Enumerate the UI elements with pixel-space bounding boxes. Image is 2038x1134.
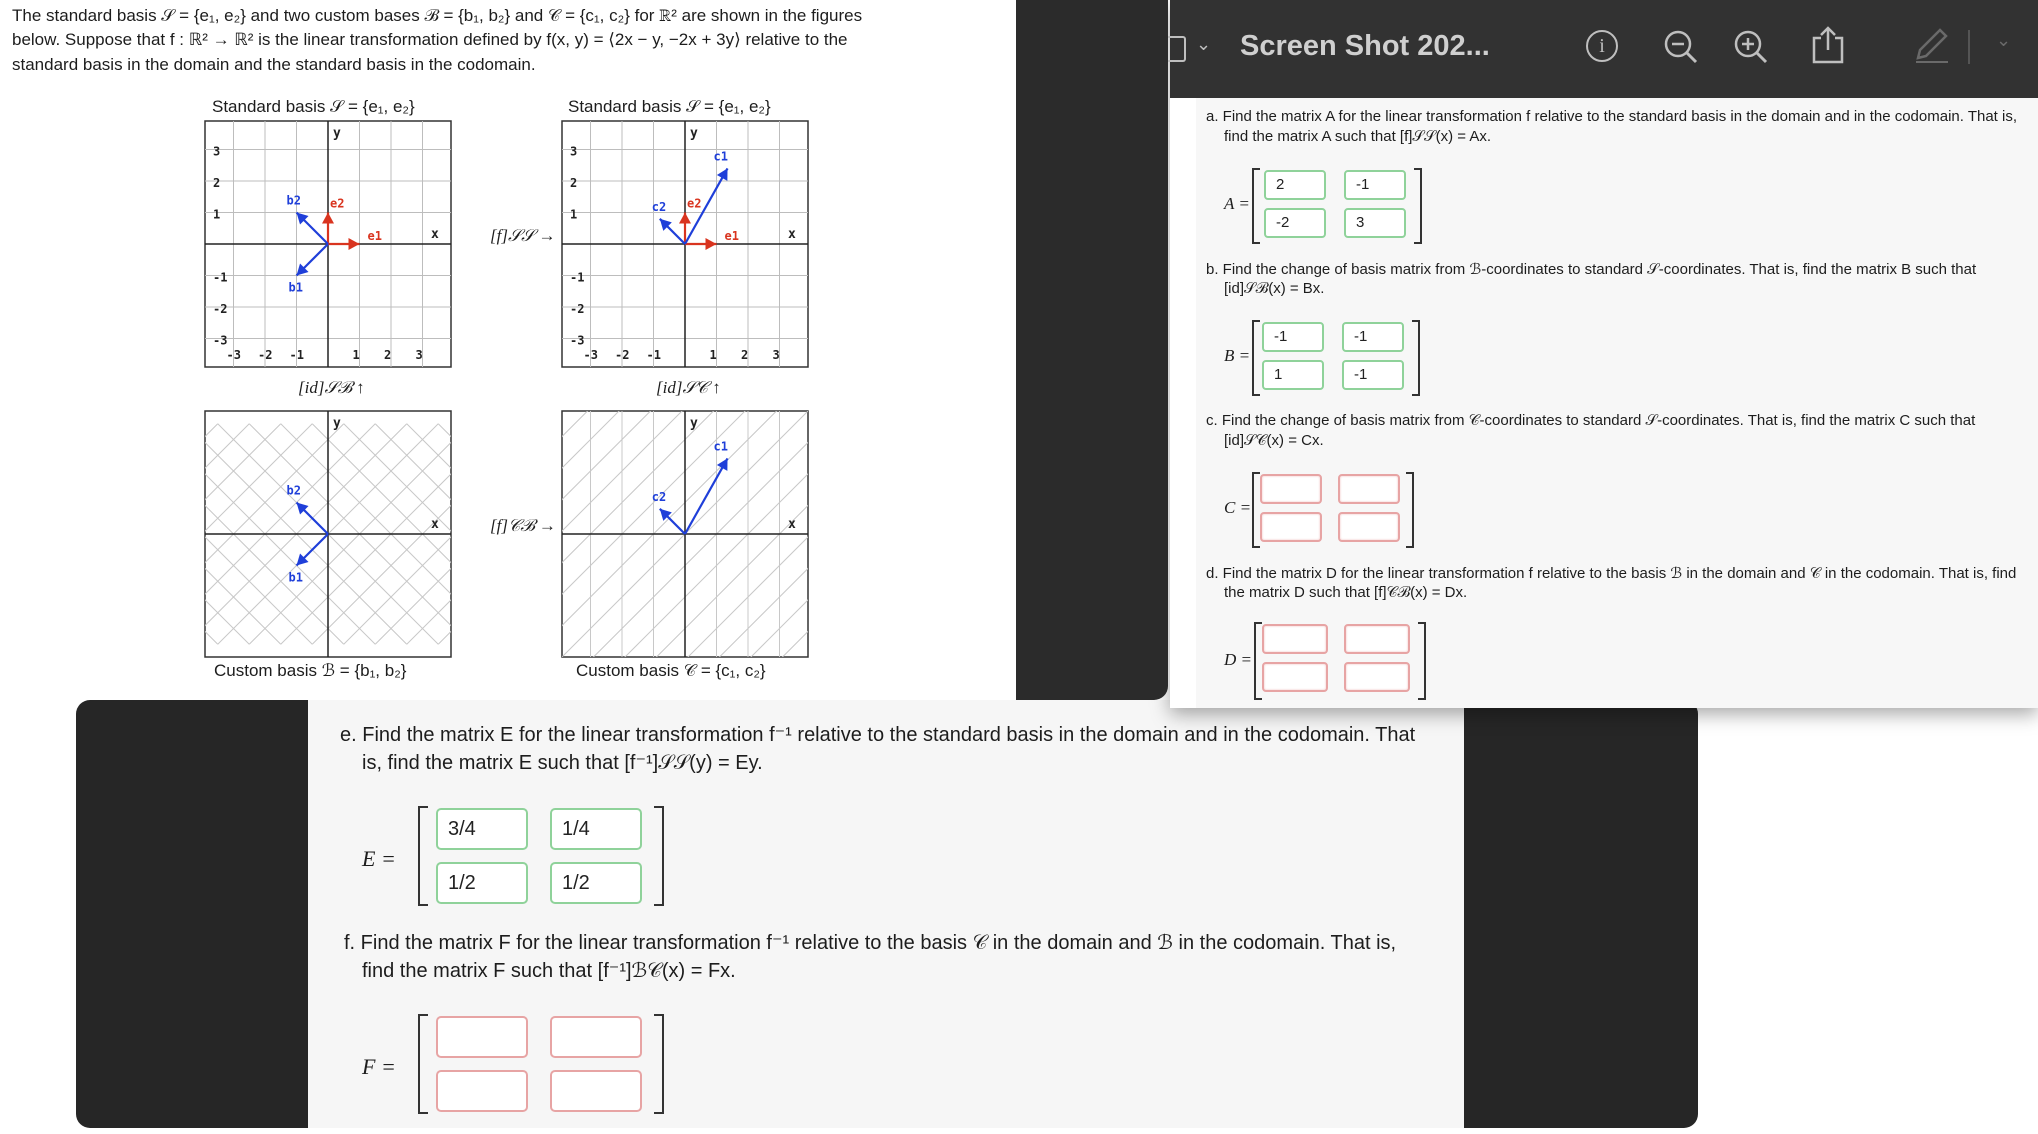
question-a-line2: find the matrix A such that [f]𝒮𝒮(x) = Ax. [1224, 128, 1492, 145]
map-id-cs-label: [id]𝒮𝒞 ↑ [656, 378, 721, 397]
matrix-b-right-bracket [1412, 320, 1420, 396]
matrix-c-left-bracket [1252, 472, 1260, 548]
figure-standard-title-left: Standard basis 𝒮 = {e₁, e₂} [212, 97, 415, 116]
matrix-c-label: C = [1224, 498, 1252, 517]
y-tick-label: 2 [213, 176, 221, 190]
question-f-line2: find the matrix F such that [f⁻¹]ℬ𝒞(x) = Fx. [362, 960, 736, 982]
y-axis-label: y [333, 126, 341, 141]
matrix-a-cell-22[interactable]: 3 [1344, 208, 1406, 238]
y-tick-label: 3 [213, 144, 221, 159]
vector-c2-label: c2 [651, 489, 667, 504]
x-tick-label: -1 [646, 348, 661, 362]
x-tick-label: 3 [415, 348, 423, 362]
markup-chevron-icon[interactable]: ⌄ [1996, 30, 2012, 50]
vector-c2-label: c2 [651, 199, 667, 214]
question-c-line1: c. Find the change of basis matrix from 𝒞-coordinates to standard 𝒮-coordinates. That is, find the matrix C such that [1206, 412, 1976, 429]
vector-b1-label: b1 [288, 280, 303, 295]
intro-line2: below. Suppose that f : ℝ² → ℝ² is the linear transformation defined by f(x, y) = ⟨2x − y, −2x + 3y⟩ relative to the [12, 30, 848, 49]
x-tick-label: 3 [772, 348, 780, 362]
basis-figures [0, 0, 1016, 700]
question-f-line1: f. Find the matrix F for the linear transformation f⁻¹ relative to the basis 𝒞 in the domain and ℬ in the codomain. That is, [344, 932, 1397, 954]
y-tick-label: -2 [570, 302, 585, 316]
matrix-c-cell-21[interactable] [1260, 512, 1322, 542]
x-axis-label: x [788, 517, 796, 532]
question-d-line2: the matrix D such that [f]𝒞ℬ(x) = Dx. [1224, 584, 1468, 601]
map-f-ss-label: [f]𝒮𝒮 → [490, 226, 556, 245]
matrix-e-right-bracket [654, 806, 664, 906]
matrix-c-cell-22[interactable] [1338, 512, 1400, 542]
matrix-a-left-bracket [1252, 168, 1260, 244]
matrix-f-cell-21[interactable] [436, 1070, 528, 1112]
b-grid-line [0, 424, 186, 645]
y-tick-label: -1 [570, 270, 585, 285]
matrix-b-cell-11[interactable]: -1 [1262, 322, 1324, 352]
x-axis-label: x [788, 227, 796, 242]
matrix-a-cell-12[interactable]: -1 [1344, 170, 1406, 200]
vector-e2-label: e2 [330, 196, 345, 211]
question-a-line1: a. Find the matrix A for the linear transformation f relative to the standard basis in the domain and in the codomain. That is, [1206, 108, 2017, 125]
vector-e1-label: e1 [724, 229, 739, 243]
y-tick-label: 3 [570, 144, 578, 159]
preview-window-right [1170, 0, 2038, 708]
matrix-e-cell-11[interactable]: 3/4 [436, 808, 528, 850]
y-tick-label: 1 [570, 207, 578, 222]
matrix-d-cell-11[interactable] [1262, 624, 1328, 654]
question-d-line1: d. Find the matrix D for the linear transformation f relative to the basis ℬ in the domain and 𝒞 in the codomain. That is, find [1206, 565, 2017, 582]
matrix-f-cell-11[interactable] [436, 1016, 528, 1058]
vector-e1-label: e1 [367, 229, 382, 243]
question-c-line2: [id]𝒮𝒞(x) = Cx. [1224, 432, 1324, 449]
figure-custom-c-title: Custom basis 𝒞 = {c₁, c₂} [576, 661, 766, 680]
matrix-a-cell-11[interactable]: 2 [1264, 170, 1326, 200]
vector-b1-label: b1 [288, 570, 303, 585]
question-e-line2: is, find the matrix E such that [f⁻¹]𝒮𝒮(y) = Ey. [362, 752, 763, 774]
matrix-c-right-bracket [1406, 472, 1414, 548]
x-tick-label: 2 [384, 348, 392, 362]
matrix-d-cell-12[interactable] [1344, 624, 1410, 654]
matrix-c-cell-11[interactable] [1260, 474, 1322, 504]
b-grid-line [0, 424, 186, 645]
x-tick-label: -2 [615, 348, 630, 362]
x-tick-label: 1 [709, 348, 717, 362]
matrix-f-cell-12[interactable] [550, 1016, 642, 1058]
bottom-document [308, 700, 1464, 1128]
y-tick-label: -3 [213, 333, 228, 348]
question-b-line2: [id]𝒮ℬ(x) = Bx. [1224, 280, 1325, 297]
matrix-f-right-bracket [654, 1014, 664, 1114]
x-axis-label: x [431, 227, 439, 242]
figure-custom-b-title: Custom basis ℬ = {b₁, b₂} [214, 661, 407, 680]
matrix-e-cell-21[interactable]: 1/2 [436, 862, 528, 904]
matrix-b-left-bracket [1252, 320, 1260, 396]
y-tick-label: -2 [213, 302, 228, 316]
matrix-b-label: B = [1224, 346, 1251, 365]
b-grid-line [0, 424, 218, 645]
c-grid-line [780, 408, 1017, 660]
info-icon[interactable]: i [1586, 30, 1618, 62]
matrix-e-cell-22[interactable]: 1/2 [550, 862, 642, 904]
matrix-b-cell-22[interactable]: -1 [1342, 360, 1404, 390]
window-title: Screen Shot 202... [1240, 30, 1490, 62]
sidebar-icon[interactable] [1168, 36, 1186, 62]
vector-b2-label: b2 [286, 193, 301, 208]
matrix-a-label: A = [1224, 194, 1250, 213]
zoom-out-icon[interactable] [1662, 28, 1702, 73]
matrix-d-right-bracket [1418, 622, 1426, 700]
y-axis-label: y [690, 126, 698, 141]
chevron-down-icon[interactable]: ⌄ [1196, 34, 1212, 54]
preview-titlebar [1170, 0, 2038, 98]
figure-standard-title-right: Standard basis 𝒮 = {e₁, e₂} [568, 97, 771, 116]
x-tick-label: 1 [352, 348, 360, 362]
intro-line1: The standard basis 𝒮 = {e₁, e₂} and two custom bases ℬ = {b₁, b₂} and 𝒞 = {c₁, c₂} for ℝ² are shown in the figures [12, 6, 863, 25]
vector-b2-label: b2 [286, 483, 301, 498]
b-grid-line [0, 424, 218, 645]
y-axis-label: y [333, 416, 341, 431]
zoom-in-icon[interactable] [1732, 28, 1772, 73]
matrix-f-cell-22[interactable] [550, 1070, 642, 1112]
matrix-d-label: D = [1224, 650, 1252, 669]
x-tick-label: -1 [289, 348, 304, 362]
c-grid-line [811, 408, 1016, 660]
right-document [1196, 98, 2038, 708]
document-window-left [0, 0, 1168, 700]
question-b-line1: b. Find the change of basis matrix from ℬ-coordinates to standard 𝒮-coordinates. That is, find the matrix B such that [1206, 261, 1977, 278]
share-icon[interactable] [1810, 24, 1846, 71]
matrix-f-label: F = [362, 1054, 396, 1079]
matrix-d-cell-22[interactable] [1344, 662, 1410, 692]
map-id-bs-label: [id]𝒮ℬ ↑ [298, 378, 365, 397]
left-document [0, 0, 1016, 700]
y-tick-label: -3 [570, 333, 585, 348]
vector-c1-label: c1 [713, 149, 728, 164]
x-axis-label: x [431, 517, 439, 532]
x-tick-label: 2 [741, 348, 749, 362]
markup-icon[interactable] [1912, 26, 1952, 71]
y-tick-label: -1 [213, 270, 228, 285]
vector-c1-label: c1 [713, 439, 728, 454]
question-e-line1: e. Find the matrix E for the linear transformation f⁻¹ relative to the standard basis in the domain and in the codomain. That [340, 724, 1416, 746]
matrix-e-label: E = [362, 846, 396, 871]
matrix-f-left-bracket [418, 1014, 428, 1114]
matrix-d-cell-21[interactable] [1262, 662, 1328, 692]
matrix-d-left-bracket [1254, 622, 1262, 700]
vector-e2-label: e2 [687, 196, 702, 211]
matrix-b-cell-12[interactable]: -1 [1342, 322, 1404, 352]
x-tick-label: -2 [258, 348, 273, 362]
matrix-a-right-bracket [1414, 168, 1422, 244]
x-tick-label: -3 [226, 348, 241, 362]
y-tick-label: 2 [570, 176, 578, 190]
matrix-e-cell-12[interactable]: 1/4 [550, 808, 642, 850]
matrix-b-cell-21[interactable]: 1 [1262, 360, 1324, 390]
y-tick-label: 1 [213, 207, 221, 222]
intro-line3: standard basis in the domain and the standard basis in the codomain. [12, 55, 536, 74]
matrix-e-left-bracket [418, 806, 428, 906]
matrix-c-cell-12[interactable] [1338, 474, 1400, 504]
y-axis-label: y [690, 416, 698, 431]
x-tick-label: -3 [583, 348, 598, 362]
matrix-a-cell-21[interactable]: -2 [1264, 208, 1326, 238]
map-f-bc-label: [f]𝒞ℬ → [490, 516, 556, 535]
toolbar-divider [1968, 30, 1970, 64]
